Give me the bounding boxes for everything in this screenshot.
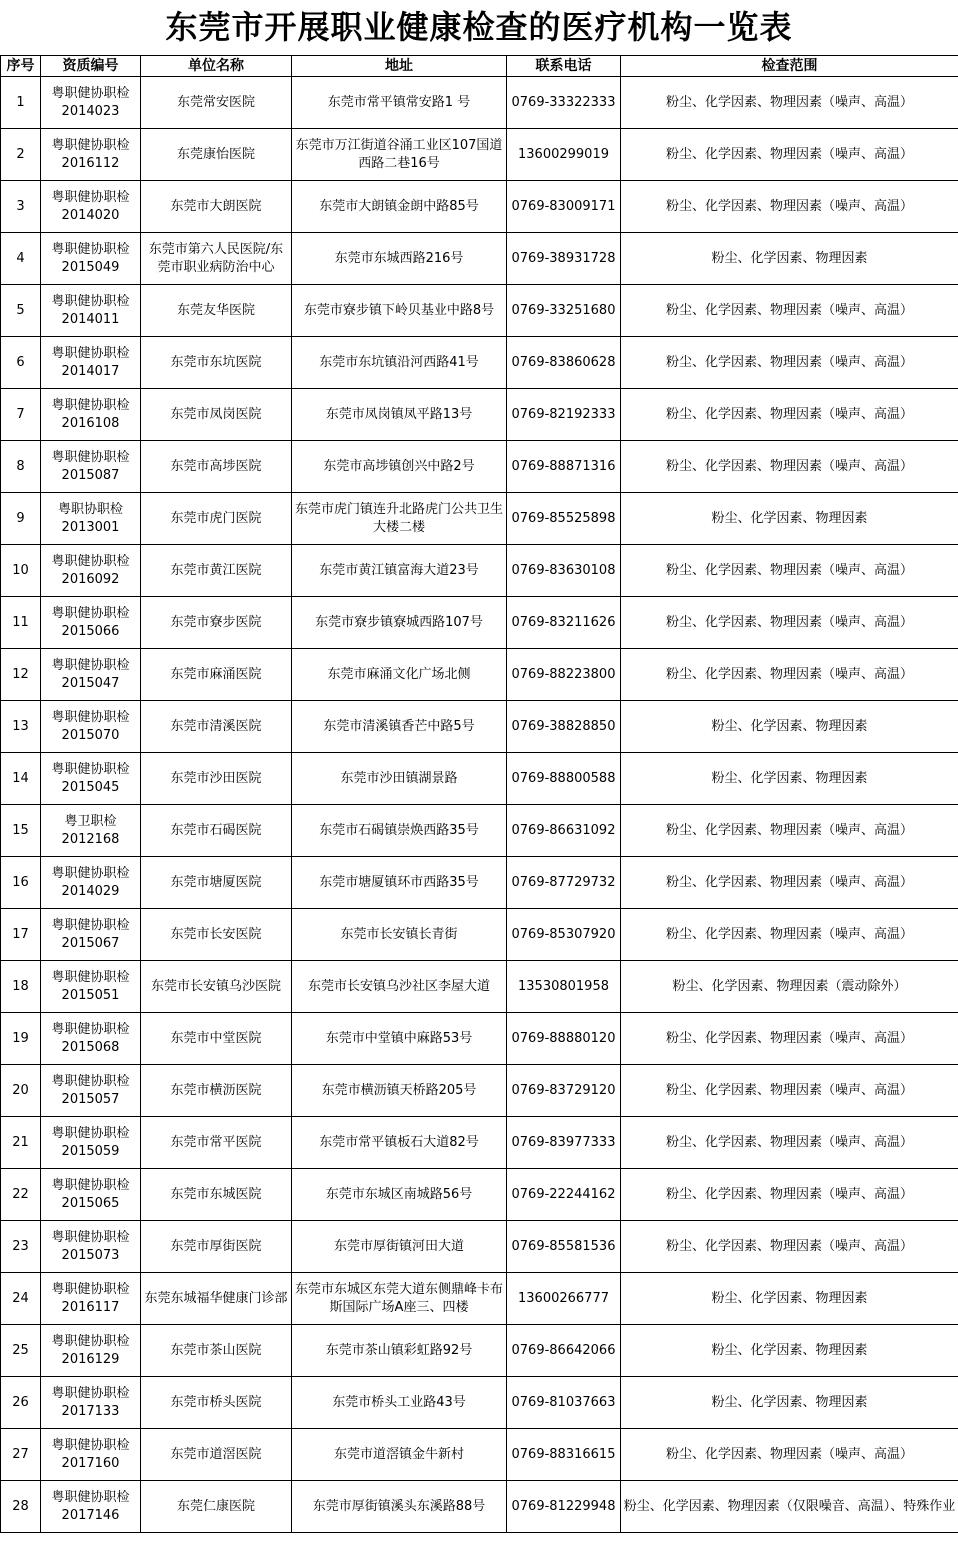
cell-unit-name: 东莞友华医院 <box>141 285 292 337</box>
cell-address: 东莞市石碣镇崇焕西路35号 <box>292 805 507 857</box>
cell-phone: 0769-88316615 <box>507 1429 621 1481</box>
cell-qualification: 粤职健协职检2015068 <box>41 1013 141 1065</box>
cell-phone: 0769-33251680 <box>507 285 621 337</box>
cell-qualification: 粤职健协职检2015059 <box>41 1117 141 1169</box>
cell-qualification: 粤职健协职检2015057 <box>41 1065 141 1117</box>
table-row <box>1 493 958 545</box>
cell-seq: 19 <box>1 1013 41 1065</box>
cell-scope: 粉尘、化学因素、物理因素（噪声、高温） <box>621 441 958 493</box>
cell-address: 东莞市茶山镇彩虹路92号 <box>292 1325 507 1377</box>
table-row <box>1 1325 958 1377</box>
cell-unit-name: 东莞市高埗医院 <box>141 441 292 493</box>
cell-scope: 粉尘、化学因素、物理因素（噪声、高温） <box>621 597 958 649</box>
table-row <box>1 805 958 857</box>
cell-qualification: 粤职健协职检2016108 <box>41 389 141 441</box>
cell-unit-name: 东莞市虎门医院 <box>141 493 292 545</box>
cell-qualification: 粤职健协职检2016117 <box>41 1273 141 1325</box>
cell-scope: 粉尘、化学因素、物理因素 <box>621 233 958 285</box>
cell-seq: 21 <box>1 1117 41 1169</box>
cell-seq: 13 <box>1 701 41 753</box>
cell-phone: 0769-83860628 <box>507 337 621 389</box>
cell-seq: 24 <box>1 1273 41 1325</box>
table-row <box>1 649 958 701</box>
table-row <box>1 1481 958 1533</box>
cell-phone: 0769-88223800 <box>507 649 621 701</box>
cell-seq: 26 <box>1 1377 41 1429</box>
table-row <box>1 1117 958 1169</box>
cell-scope: 粉尘、化学因素、物理因素（噪声、高温） <box>621 805 958 857</box>
cell-address: 东莞市大朗镇金朗中路85号 <box>292 181 507 233</box>
cell-unit-name: 东莞东城福华健康门诊部 <box>141 1273 292 1325</box>
cell-phone: 0769-85307920 <box>507 909 621 961</box>
cell-seq: 7 <box>1 389 41 441</box>
cell-scope: 粉尘、化学因素、物理因素 <box>621 1273 958 1325</box>
cell-unit-name: 东莞市清溪医院 <box>141 701 292 753</box>
cell-address: 东莞市凤岗镇凤平路13号 <box>292 389 507 441</box>
cell-qualification: 粤职健协职检2014011 <box>41 285 141 337</box>
cell-address: 东莞市长安镇长青街 <box>292 909 507 961</box>
cell-address: 东莞市桥头工业路43号 <box>292 1377 507 1429</box>
cell-qualification: 粤职健协职检2017133 <box>41 1377 141 1429</box>
cell-unit-name: 东莞市东坑医院 <box>141 337 292 389</box>
cell-phone: 0769-87729732 <box>507 857 621 909</box>
cell-qualification: 粤职健协职检2016112 <box>41 129 141 181</box>
cell-scope: 粉尘、化学因素、物理因素（噪声、高温） <box>621 1117 958 1169</box>
cell-seq: 22 <box>1 1169 41 1221</box>
header-address: 地址 <box>292 56 507 77</box>
cell-unit-name: 东莞市黄江医院 <box>141 545 292 597</box>
table-row <box>1 1273 958 1325</box>
cell-seq: 9 <box>1 493 41 545</box>
cell-seq: 28 <box>1 1481 41 1533</box>
cell-qualification: 粤职健协职检2014017 <box>41 337 141 389</box>
table-title: 东莞市开展职业健康检查的医疗机构一览表 <box>165 8 793 46</box>
cell-phone: 0769-86642066 <box>507 1325 621 1377</box>
table-row <box>1 389 958 441</box>
cell-scope: 粉尘、化学因素、物理因素（噪声、高温） <box>621 1065 958 1117</box>
cell-seq: 23 <box>1 1221 41 1273</box>
cell-qualification: 粤职健协职检2015049 <box>41 233 141 285</box>
cell-phone: 13530801958 <box>507 961 621 1013</box>
cell-phone: 0769-83630108 <box>507 545 621 597</box>
cell-scope: 粉尘、化学因素、物理因素 <box>621 493 958 545</box>
table-row <box>1 233 958 285</box>
cell-scope: 粉尘、化学因素、物理因素（噪声、高温） <box>621 857 958 909</box>
cell-address: 东莞市道滘镇金牛新村 <box>292 1429 507 1481</box>
cell-scope: 粉尘、化学因素、物理因素（噪声、高温） <box>621 181 958 233</box>
cell-unit-name: 东莞市常平医院 <box>141 1117 292 1169</box>
cell-unit-name: 东莞仁康医院 <box>141 1481 292 1533</box>
cell-seq: 10 <box>1 545 41 597</box>
cell-address: 东莞市横沥镇天桥路205号 <box>292 1065 507 1117</box>
cell-phone: 0769-83977333 <box>507 1117 621 1169</box>
table-row <box>1 181 958 233</box>
cell-unit-name: 东莞市东城医院 <box>141 1169 292 1221</box>
cell-scope: 粉尘、化学因素、物理因素（噪声、高温） <box>621 909 958 961</box>
table-row <box>1 753 958 805</box>
cell-unit-name: 东莞市第六人民医院/东莞市职业病防治中心 <box>141 233 292 285</box>
cell-address: 东莞市高埗镇创兴中路2号 <box>292 441 507 493</box>
cell-scope: 粉尘、化学因素、物理因素（噪声、高温） <box>621 389 958 441</box>
cell-qualification: 粤职健协职检2015070 <box>41 701 141 753</box>
cell-scope: 粉尘、化学因素、物理因素（噪声、高温） <box>621 337 958 389</box>
cell-unit-name: 东莞市凤岗医院 <box>141 389 292 441</box>
cell-unit-name: 东莞市桥头医院 <box>141 1377 292 1429</box>
table-row <box>1 1013 958 1065</box>
cell-unit-name: 东莞市厚街医院 <box>141 1221 292 1273</box>
cell-phone: 0769-83009171 <box>507 181 621 233</box>
cell-seq: 20 <box>1 1065 41 1117</box>
cell-qualification: 粤职健协职检2017146 <box>41 1481 141 1533</box>
cell-qualification: 粤职健协职检2015045 <box>41 753 141 805</box>
cell-seq: 2 <box>1 129 41 181</box>
cell-phone: 0769-82192333 <box>507 389 621 441</box>
cell-address: 东莞市虎门镇连升北路虎门公共卫生大楼二楼 <box>292 493 507 545</box>
cell-scope: 粉尘、化学因素、物理因素（噪声、高温） <box>621 1221 958 1273</box>
cell-qualification: 粤职健协职检2014020 <box>41 181 141 233</box>
cell-phone: 0769-85581536 <box>507 1221 621 1273</box>
table-row <box>1 1429 958 1481</box>
table-row <box>1 597 958 649</box>
cell-seq: 18 <box>1 961 41 1013</box>
cell-phone: 0769-88800588 <box>507 753 621 805</box>
cell-unit-name: 东莞市寮步医院 <box>141 597 292 649</box>
cell-unit-name: 东莞市道滘医院 <box>141 1429 292 1481</box>
table-row <box>1 909 958 961</box>
cell-address: 东莞市黄江镇富海大道23号 <box>292 545 507 597</box>
cell-unit-name: 东莞市大朗医院 <box>141 181 292 233</box>
institution-table <box>0 55 958 1533</box>
cell-seq: 4 <box>1 233 41 285</box>
cell-seq: 16 <box>1 857 41 909</box>
cell-scope: 粉尘、化学因素、物理因素（噪声、高温） <box>621 77 958 129</box>
cell-qualification: 粤职健协职检2015087 <box>41 441 141 493</box>
cell-seq: 3 <box>1 181 41 233</box>
cell-qualification: 粤职健协职检2017160 <box>41 1429 141 1481</box>
cell-address: 东莞市东城区南城路56号 <box>292 1169 507 1221</box>
cell-scope: 粉尘、化学因素、物理因素（噪声、高温） <box>621 285 958 337</box>
cell-scope: 粉尘、化学因素、物理因素（噪声、高温） <box>621 1169 958 1221</box>
cell-address: 东莞市东城西路216号 <box>292 233 507 285</box>
cell-unit-name: 东莞市塘厦医院 <box>141 857 292 909</box>
cell-scope: 粉尘、化学因素、物理因素（噪声、高温） <box>621 129 958 181</box>
header-unit-name: 单位名称 <box>141 56 292 77</box>
cell-phone: 13600266777 <box>507 1273 621 1325</box>
cell-unit-name: 东莞市横沥医院 <box>141 1065 292 1117</box>
cell-address: 东莞市长安镇乌沙社区李屋大道 <box>292 961 507 1013</box>
cell-unit-name: 东莞市长安医院 <box>141 909 292 961</box>
cell-address: 东莞市中堂镇中麻路53号 <box>292 1013 507 1065</box>
cell-qualification: 粤职健协职检2016092 <box>41 545 141 597</box>
cell-scope: 粉尘、化学因素、物理因素（噪声、高温） <box>621 1429 958 1481</box>
cell-scope: 粉尘、化学因素、物理因素 <box>621 701 958 753</box>
table-row <box>1 285 958 337</box>
header-row <box>1 56 958 77</box>
cell-qualification: 粤职健协职检2015047 <box>41 649 141 701</box>
cell-qualification: 粤卫职检2012168 <box>41 805 141 857</box>
header-phone: 联系电话 <box>507 56 621 77</box>
cell-phone: 0769-83211626 <box>507 597 621 649</box>
cell-seq: 1 <box>1 77 41 129</box>
cell-unit-name: 东莞康怡医院 <box>141 129 292 181</box>
table-row <box>1 1065 958 1117</box>
cell-qualification: 粤职健协职检2015066 <box>41 597 141 649</box>
cell-phone: 0769-33322333 <box>507 77 621 129</box>
cell-unit-name: 东莞市长安镇乌沙医院 <box>141 961 292 1013</box>
cell-seq: 15 <box>1 805 41 857</box>
cell-scope: 粉尘、化学因素、物理因素 <box>621 1377 958 1429</box>
cell-seq: 27 <box>1 1429 41 1481</box>
table-row <box>1 77 958 129</box>
cell-address: 东莞市常平镇常安路1 号 <box>292 77 507 129</box>
cell-address: 东莞市寮步镇下岭贝基业中路8号 <box>292 285 507 337</box>
cell-phone: 0769-88871316 <box>507 441 621 493</box>
table-row <box>1 129 958 181</box>
table-row <box>1 1377 958 1429</box>
table-row <box>1 1221 958 1273</box>
table-row <box>1 857 958 909</box>
cell-unit-name: 东莞市沙田医院 <box>141 753 292 805</box>
cell-phone: 13600299019 <box>507 129 621 181</box>
cell-address: 东莞市厚街镇溪头东溪路88号 <box>292 1481 507 1533</box>
cell-phone: 0769-81229948 <box>507 1481 621 1533</box>
cell-qualification: 粤职健协职检2016129 <box>41 1325 141 1377</box>
cell-seq: 5 <box>1 285 41 337</box>
cell-address: 东莞市沙田镇湖景路 <box>292 753 507 805</box>
table-row <box>1 1169 958 1221</box>
cell-unit-name: 东莞市茶山医院 <box>141 1325 292 1377</box>
cell-phone: 0769-85525898 <box>507 493 621 545</box>
cell-qualification: 粤职健协职检2015065 <box>41 1169 141 1221</box>
cell-unit-name: 东莞市石碣医院 <box>141 805 292 857</box>
header-scope: 检查范围 <box>621 56 958 77</box>
cell-qualification: 粤职协职检2013001 <box>41 493 141 545</box>
cell-address: 东莞市麻涌文化广场北侧 <box>292 649 507 701</box>
table-row <box>1 701 958 753</box>
table-body <box>1 77 958 1533</box>
cell-address: 东莞市厚街镇河田大道 <box>292 1221 507 1273</box>
cell-address: 东莞市东坑镇沿河西路41号 <box>292 337 507 389</box>
cell-address: 东莞市塘厦镇环市西路35号 <box>292 857 507 909</box>
cell-unit-name: 东莞市中堂医院 <box>141 1013 292 1065</box>
cell-seq: 6 <box>1 337 41 389</box>
cell-qualification: 粤职健协职检2015073 <box>41 1221 141 1273</box>
cell-unit-name: 东莞市麻涌医院 <box>141 649 292 701</box>
cell-address: 东莞市清溪镇香芒中路5号 <box>292 701 507 753</box>
cell-seq: 11 <box>1 597 41 649</box>
cell-unit-name: 东莞常安医院 <box>141 77 292 129</box>
cell-address: 东莞市常平镇板石大道82号 <box>292 1117 507 1169</box>
cell-scope: 粉尘、化学因素、物理因素 <box>621 1325 958 1377</box>
table-row <box>1 961 958 1013</box>
cell-scope: 粉尘、化学因素、物理因素（震动除外） <box>621 961 958 1013</box>
cell-seq: 17 <box>1 909 41 961</box>
cell-phone: 0769-86631092 <box>507 805 621 857</box>
table-row <box>1 441 958 493</box>
cell-phone: 0769-83729120 <box>507 1065 621 1117</box>
cell-scope: 粉尘、化学因素、物理因素（噪声、高温） <box>621 649 958 701</box>
cell-phone: 0769-22244162 <box>507 1169 621 1221</box>
cell-qualification: 粤职健协职检2014029 <box>41 857 141 909</box>
cell-scope: 粉尘、化学因素、物理因素（仅限噪音、高温）、特殊作业 <box>621 1481 958 1533</box>
cell-seq: 25 <box>1 1325 41 1377</box>
header-qualification: 资质编号 <box>41 56 141 77</box>
cell-address: 东莞市东城区东莞大道东侧鼎峰卡布斯国际广场A座三、四楼 <box>292 1273 507 1325</box>
cell-scope: 粉尘、化学因素、物理因素（噪声、高温） <box>621 1013 958 1065</box>
table-row <box>1 337 958 389</box>
cell-phone: 0769-38828850 <box>507 701 621 753</box>
cell-phone: 0769-81037663 <box>507 1377 621 1429</box>
cell-scope: 粉尘、化学因素、物理因素（噪声、高温） <box>621 545 958 597</box>
cell-address: 东莞市寮步镇寮城西路107号 <box>292 597 507 649</box>
cell-phone: 0769-88880120 <box>507 1013 621 1065</box>
cell-seq: 8 <box>1 441 41 493</box>
cell-scope: 粉尘、化学因素、物理因素 <box>621 753 958 805</box>
cell-qualification: 粤职健协职检2015051 <box>41 961 141 1013</box>
cell-phone: 0769-38931728 <box>507 233 621 285</box>
header-seq: 序号 <box>1 56 41 77</box>
cell-seq: 14 <box>1 753 41 805</box>
cell-address: 东莞市万江街道谷涌工业区107国道西路二巷16号 <box>292 129 507 181</box>
cell-qualification: 粤职健协职检2014023 <box>41 77 141 129</box>
table-row <box>1 545 958 597</box>
cell-seq: 12 <box>1 649 41 701</box>
cell-qualification: 粤职健协职检2015067 <box>41 909 141 961</box>
